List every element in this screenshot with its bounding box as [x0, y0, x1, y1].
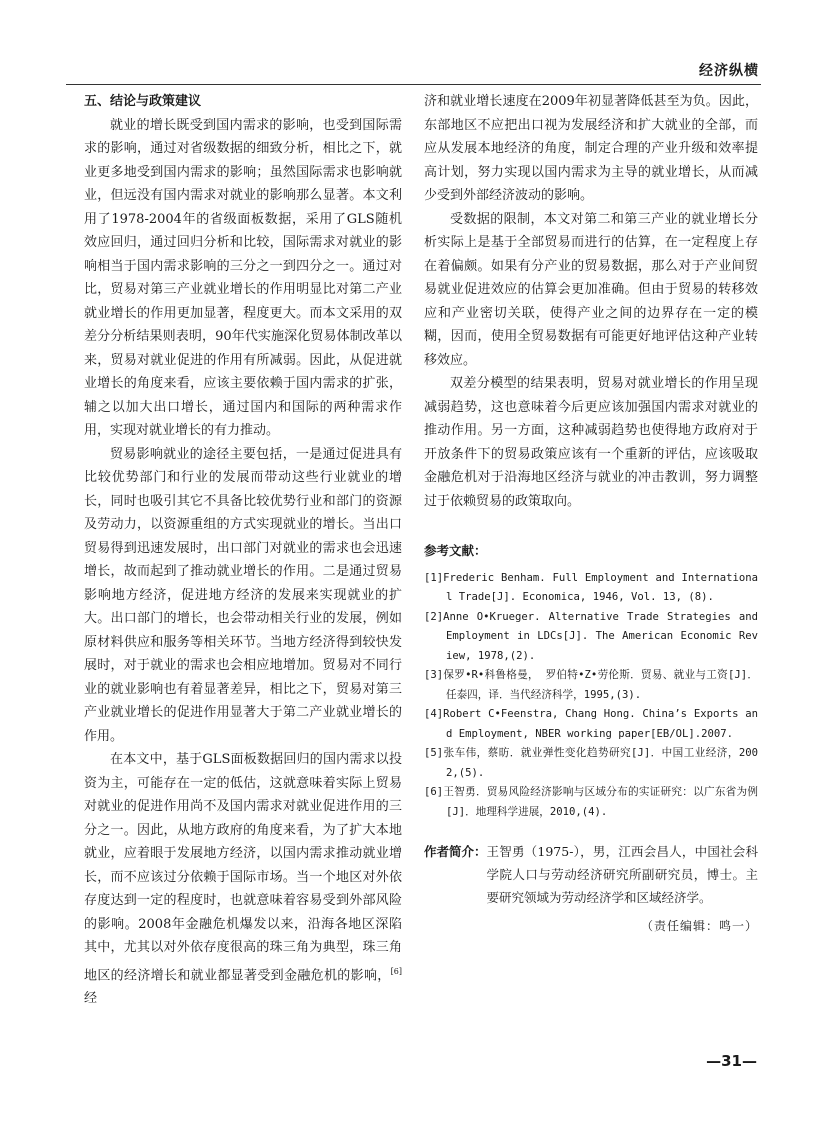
citation-mark: [6]	[390, 966, 402, 976]
right-column	[424, 90, 758, 939]
section-heading: 五、结论与政策建议	[84, 94, 202, 109]
page-number: —31—	[706, 1052, 757, 1070]
left-column	[84, 90, 402, 1011]
body-paragraph-tail: 经	[84, 991, 98, 1007]
reference-item: [5]张车伟，蔡昉．就业弹性变化趋势研究[J]．中国工业经济，2002,(5).	[424, 747, 758, 779]
reference-item: [1]Frederic Benham. Full Employment and International Trade[J]. Economica, 1946, Vol. 13, (8).	[424, 571, 758, 603]
reference-item: [2]Anne O•Krueger. Alternative Trade Strategies and Employment in LDCs[J]. The American Economic Review, 1978,(2).	[424, 610, 758, 662]
reference-list	[424, 569, 758, 823]
reference-item: [3]保罗•R•科鲁格曼， 罗伯特•Z•劳伦斯．贸易、就业与工资[J]．任泰四，译．当代经济科学，1995,(3).	[424, 669, 758, 701]
body-paragraph: 双差分模型的结果表明，贸易对就业增长的作用呈现减弱趋势，这也意味着今后更应该加强国内需求对就业的推动作用。另一方面，这种减弱趋势也使得地方政府对于开放条件下的贸易政策应该有一个重新的评估，应该吸取金融危机对于沿海地区经济与就业的冲击教训，努力调整过于依赖贸易的政策取向。	[424, 376, 758, 509]
body-paragraph: 贸易影响就业的途径主要包括，一是通过促进具有比较优势部门和行业的发展而带动这些行业就业的增长，同时也吸引其它不具备比较优势行业和部门的资源及劳动力，以资源重组的方式实现就业的增长。当出口贸易得到迅速发展时，出口部门对就业的需求也会迅速增长，故而起到了推动就业增长的作用。二是通过贸易影响地方经济，促进地方经济的发展来实现就业的扩大。出口部门的增长，也会带动相关行业的发展，例如原材料供应和服务等相关环节。当地方经济得到较快发展时，对于就业的需求也会相应地增加。贸易对不同行业的就业影响也有着显著差异，相比之下，贸易对第三产业就业增长的促进作用显著大于第二产业就业增长的作用。	[84, 446, 402, 744]
body-paragraph-text: 在本文中，基于GLS面板数据回归的国内需求以投资为主，可能存在一定的低估，这就意味着实际上贸易对就业的促进作用尚不及国内需求对就业促进作用的三分之一。因此，从地方政府的角度来看，为了扩大本地就业，应着眼于发展地方经济，以国内需求推动就业增长，而不应该过分依赖于国际市场。当一个地区对外依存度达到一定的程度时，也就意味着容易受到外部风险的影响。2008年金融危机爆发以来，沿海各地区深陷其中，尤其以对外依存度很高的珠三角为典型，珠三角地区的经济增长和就业都显著受到金融危机的影响，	[84, 752, 402, 983]
header-title: 经济纵横	[699, 63, 759, 79]
body-paragraph: 济和就业增长速度在2009年初显著降低甚至为负。因此，东部地区不应把出口视为发展经济和扩大就业的全部，而应从发展本地经济的角度，制定合理的产业升级和效率提高计划，努力实现以国内需求为主导的就业增长，从而减少受到外部经济波动的影响。	[424, 94, 758, 203]
author-text: 王智勇（1975-），男，江西会昌人，中国社会科学院人口与劳动经济研究所副研究员，博士。主要研究领域为劳动经济学和区域经济学。	[486, 844, 758, 905]
body-paragraph: 受数据的限制，本文对第二和第三产业的就业增长分析实际上是基于全部贸易而进行的估算，在一定程度上存在着偏颇。如果有分产业的贸易数据，那么对于产业间贸易就业促进效应的估算会更加准确。但由于贸易的转移效应和产业密切关联，使得产业之间的边界存在一定的模糊，因而，使用全贸易数据有可能更好地评估这种产业转移效应。	[424, 211, 758, 368]
editor-note: （责任编辑：鸣一）	[640, 919, 758, 933]
author-bio	[424, 840, 758, 909]
reference-item: [4]Robert C•Feenstra, Chang Hong. China’s Exports and Employment, NBER working paper[EB/OL].2007.	[424, 708, 758, 740]
body-paragraph: 就业的增长既受到国内需求的影响，也受到国际需求的影响，通过对省级数据的细致分析，相比之下，就业更多地受到国内需求的影响；虽然国际需求也影响就业，但远没有国内需求对就业的影响那么显著。本文利用了1978-2004年的省级面板数据，采用了GLS随机效应回归，通过回归分析和比较，国际需求对就业的影响相当于国内需求影响的三分之一到四分之一。通过对比，贸易对第三产业就业增长的作用明显比对第二产业就业增长的作用更加显著，程度更大。而本文采用的双差分分析结果则表明，90年代实施深化贸易体制改革以来，贸易对就业促进的作用有所减弱。因此，从促进就业增长的角度来看，应该主要依赖于国内需求的扩张，辅之以加大出口增长，通过国内和国际的两种需求作用，实现对就业增长的有力推动。	[84, 117, 402, 438]
author-label: 作者简介：	[424, 844, 487, 859]
body-paragraph	[84, 748, 402, 1011]
reference-item: [6]王智勇．贸易风险经济影响与区域分布的实证研究：以广东省为例[J]．地理科学进展，2010,(4).	[424, 786, 758, 818]
references-heading: 参考文献：	[424, 543, 487, 558]
header-rule	[66, 84, 761, 85]
